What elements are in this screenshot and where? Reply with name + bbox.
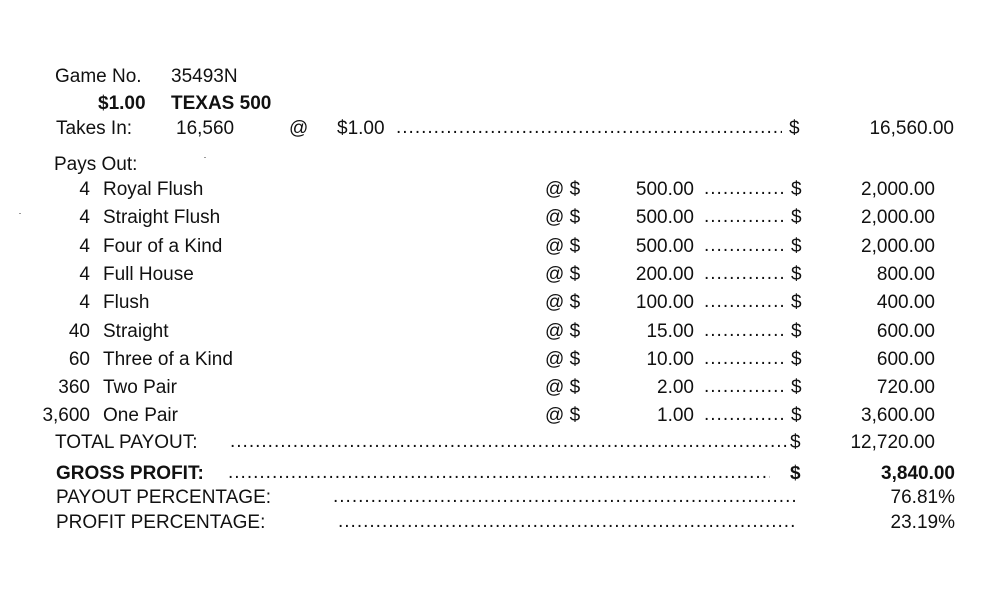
total-payout-value: 12,720.00 (850, 432, 935, 453)
payout-at: @ $ (545, 292, 581, 313)
scan-speck (204, 157, 206, 158)
payout-dollar: $ (791, 349, 802, 370)
takes-in-at: @ (289, 118, 309, 139)
scan-speck (19, 213, 21, 214)
payout-total: 800.00 (876, 264, 935, 285)
payout-count: 40 (68, 321, 90, 342)
payout-percentage-value: 76.81% (890, 487, 955, 508)
payout-hand: Straight Flush (103, 207, 221, 228)
payout-prize: 10.00 (646, 349, 694, 370)
payout-at: @ $ (545, 377, 581, 398)
pays-out-label: Pays Out: (54, 154, 138, 175)
takes-in-dollar: $ (789, 118, 800, 139)
payout-hand: Royal Flush (103, 179, 204, 200)
payout-hand: Three of a Kind (103, 349, 233, 370)
leader-dots (228, 462, 770, 484)
gross-profit-value: 3,840.00 (881, 463, 955, 484)
payout-at: @ $ (545, 349, 581, 370)
leader-dots (704, 263, 784, 285)
leader-dots (704, 376, 784, 398)
leader-dots (704, 206, 784, 228)
payout-count: 4 (79, 292, 90, 313)
payout-dollar: $ (791, 321, 802, 342)
payout-at: @ $ (545, 264, 581, 285)
payout-at: @ $ (545, 236, 581, 257)
payout-count: 4 (79, 264, 90, 285)
payout-at: @ $ (545, 179, 581, 200)
payout-hand: Four of a Kind (103, 236, 223, 257)
takes-in-price: $1.00 (337, 118, 385, 139)
payout-count: 4 (79, 207, 90, 228)
total-payout-dollar: $ (790, 432, 801, 453)
takes-in-label: Takes In: (56, 118, 133, 139)
game-number-label: Game No. (55, 66, 142, 87)
game-name: TEXAS 500 (171, 93, 272, 114)
payout-count: 60 (68, 349, 90, 370)
payout-hand: Straight (103, 321, 169, 342)
total-payout-label: TOTAL PAYOUT: (55, 432, 198, 453)
payout-dollar: $ (791, 179, 802, 200)
gross-profit-dollar: $ (790, 463, 801, 484)
leader-dots (333, 486, 798, 508)
payout-total: 2,000.00 (861, 207, 935, 228)
payout-hand: Flush (103, 292, 150, 313)
payout-count: 4 (79, 179, 90, 200)
payout-dollar: $ (791, 264, 802, 285)
payout-total: 2,000.00 (861, 236, 935, 257)
payout-dollar: $ (791, 292, 802, 313)
payout-total: 2,000.00 (861, 179, 935, 200)
payout-at: @ $ (545, 207, 581, 228)
leader-dots (704, 348, 784, 370)
payout-prize: 1.00 (657, 405, 694, 426)
payout-hand: Two Pair (103, 377, 177, 398)
leader-dots (704, 291, 784, 313)
leader-dots (704, 235, 784, 257)
takes-in-total: 16,560.00 (869, 118, 954, 139)
profit-percentage-value: 23.19% (890, 512, 955, 533)
payout-hand: One Pair (103, 405, 178, 426)
leader-dots (396, 117, 782, 139)
payout-dollar: $ (791, 405, 802, 426)
profit-percentage-label: PROFIT PERCENTAGE: (56, 512, 266, 533)
payout-total: 3,600.00 (861, 405, 935, 426)
ticket-price: $1.00 (98, 93, 146, 114)
leader-dots (704, 178, 784, 200)
payout-at: @ $ (545, 405, 581, 426)
gross-profit-label: GROSS PROFIT: (56, 463, 204, 484)
payout-dollar: $ (791, 377, 802, 398)
payout-prize: 500.00 (635, 207, 694, 228)
payout-count: 3,600 (42, 405, 90, 426)
payout-total: 600.00 (876, 349, 935, 370)
payout-count: 4 (79, 236, 90, 257)
payout-prize: 15.00 (646, 321, 694, 342)
payout-total: 400.00 (876, 292, 935, 313)
payout-dollar: $ (791, 207, 802, 228)
leader-dots (230, 431, 788, 453)
payout-total: 600.00 (876, 321, 935, 342)
leader-dots (338, 511, 798, 533)
payout-prize: 200.00 (635, 264, 694, 285)
leader-dots (704, 320, 784, 342)
payout-at: @ $ (545, 321, 581, 342)
takes-in-count: 16,560 (176, 118, 235, 139)
payout-total: 720.00 (876, 377, 935, 398)
payout-prize: 500.00 (635, 236, 694, 257)
payout-prize: 2.00 (657, 377, 694, 398)
payout-count: 360 (58, 377, 90, 398)
game-number: 35493N (171, 66, 238, 87)
payout-prize: 100.00 (635, 292, 694, 313)
payout-prize: 500.00 (635, 179, 694, 200)
payout-hand: Full House (103, 264, 194, 285)
leader-dots (704, 404, 784, 426)
payout-dollar: $ (791, 236, 802, 257)
payout-percentage-label: PAYOUT PERCENTAGE: (56, 487, 272, 508)
